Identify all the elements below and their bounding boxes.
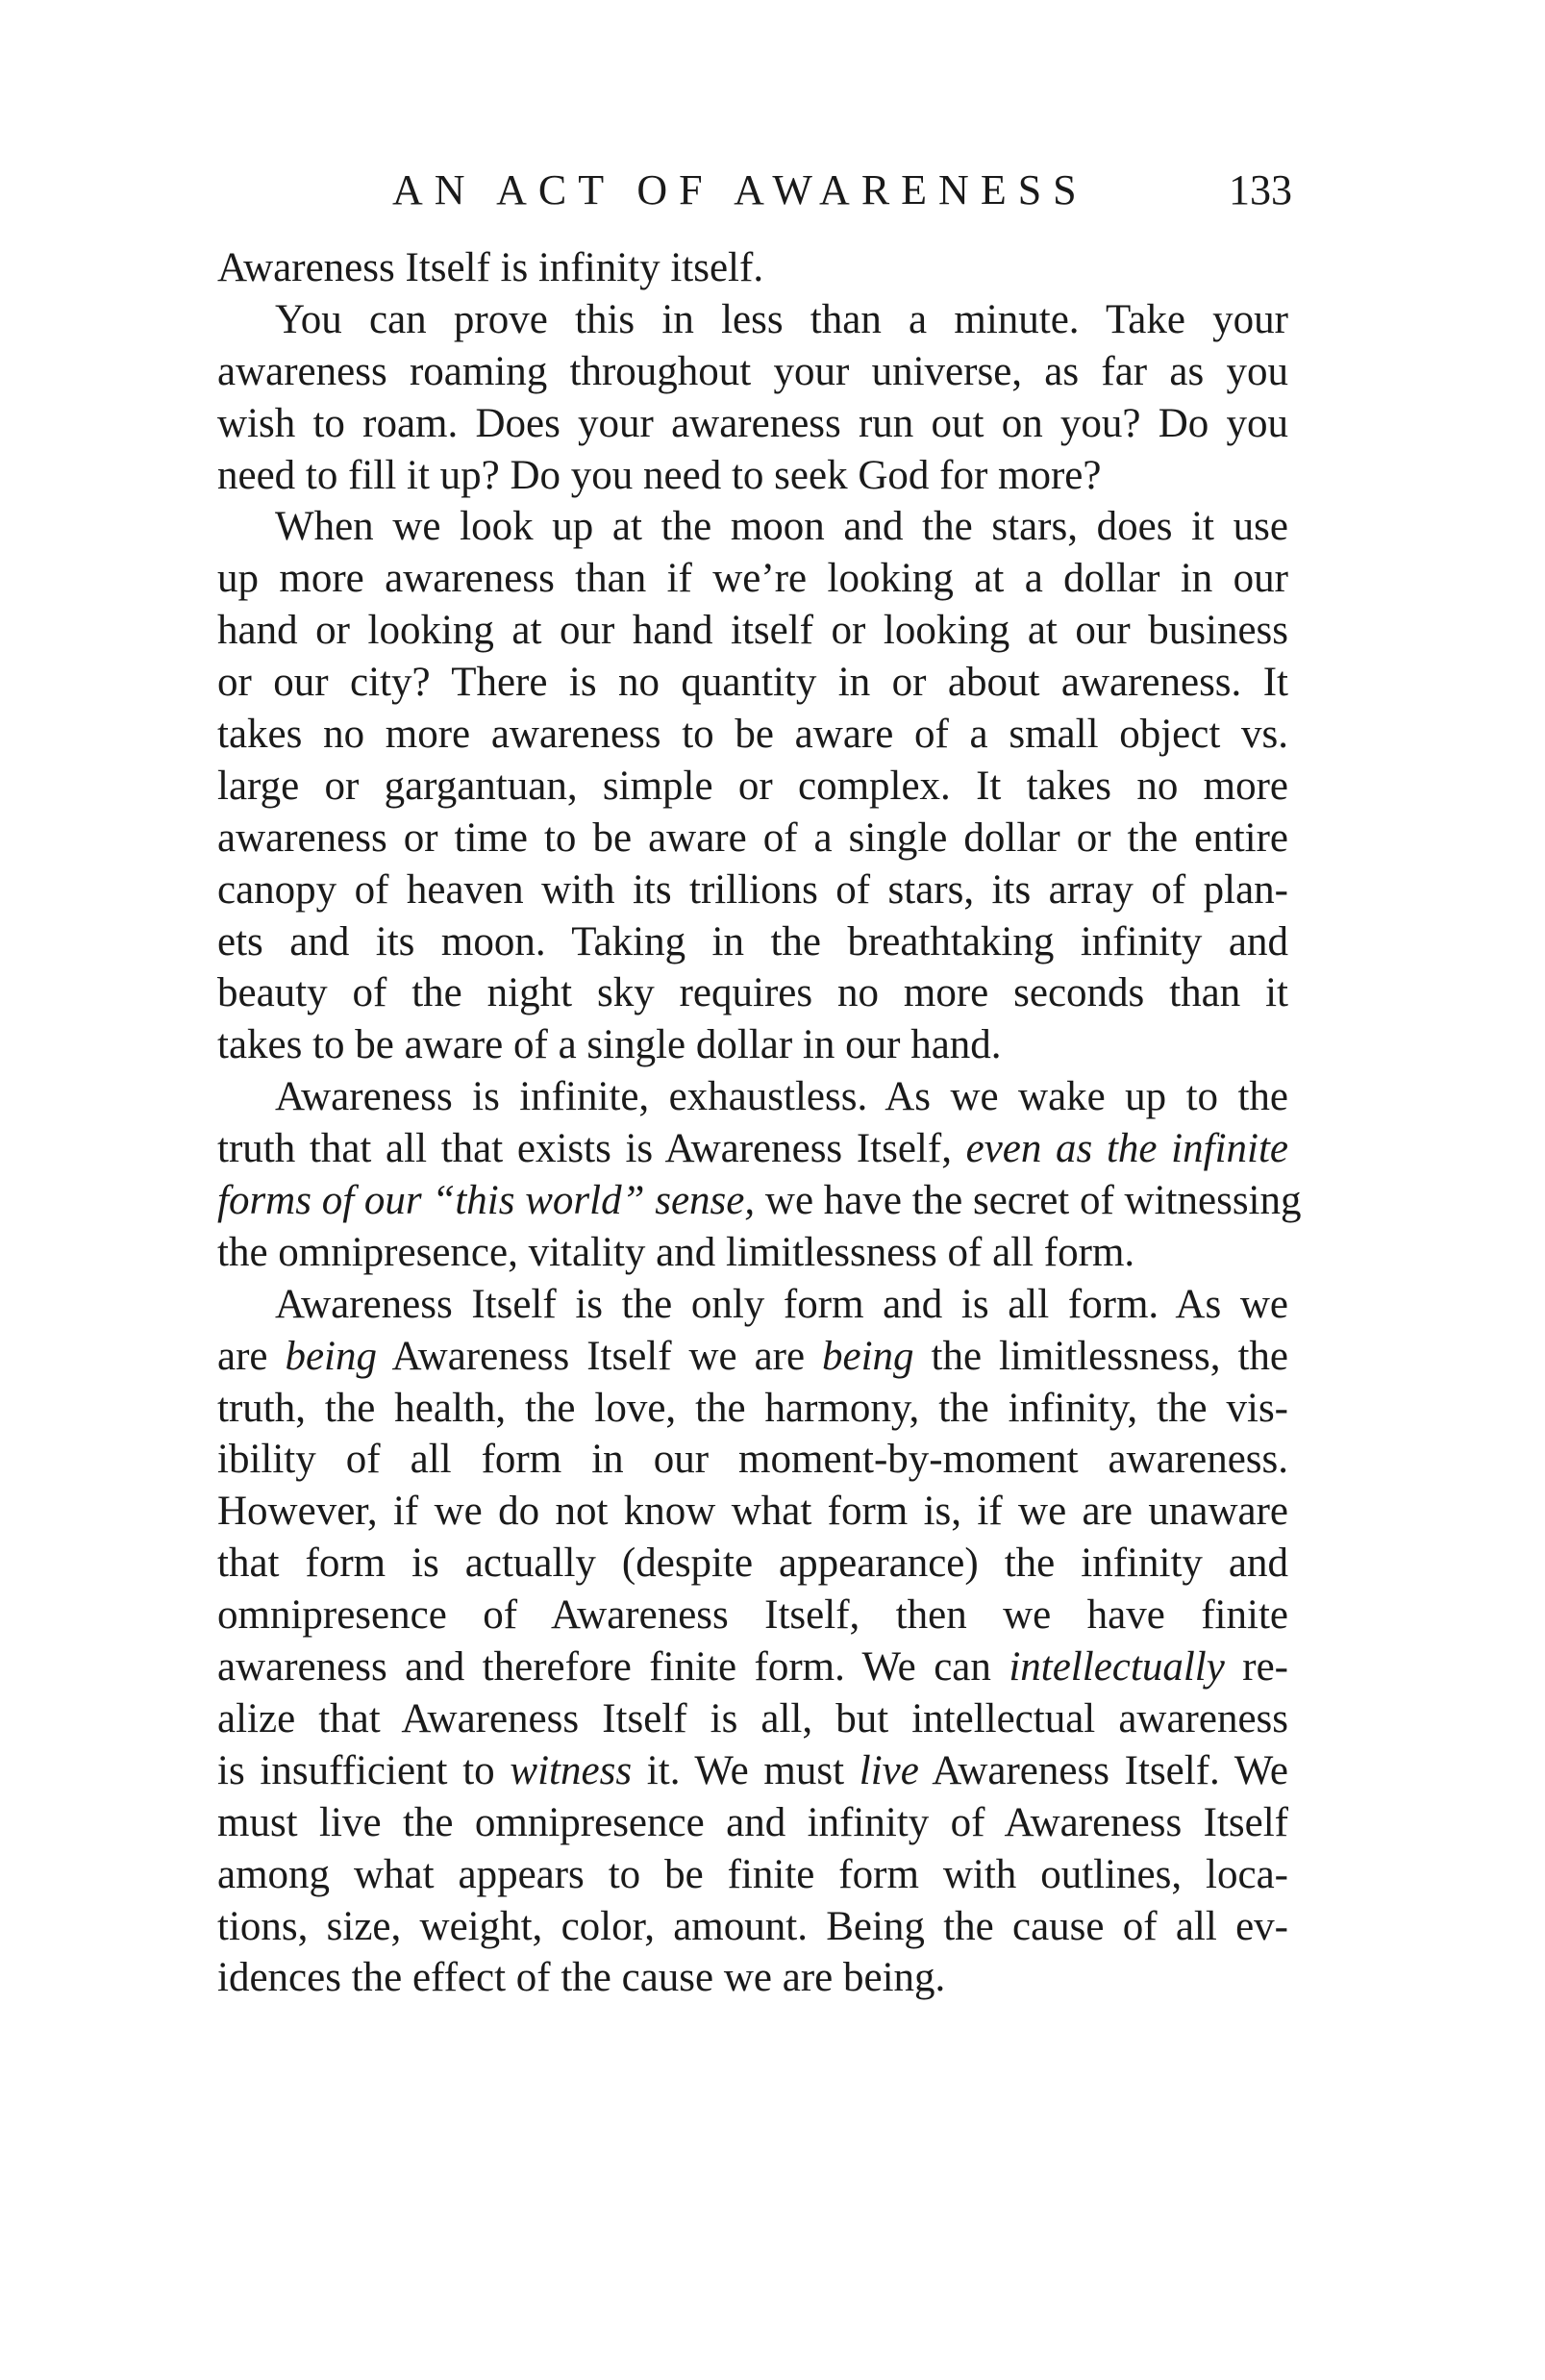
text-run: idences the effect of the cause we are being. (217, 1955, 946, 2001)
text-line (217, 1175, 1302, 1227)
text-run: beauty of the night sky requires no more seconds than it (217, 970, 1288, 1016)
text-run: takes no more awareness to be aware of a small object vs. (217, 712, 1288, 758)
text-line (217, 813, 1288, 864)
text-run: need to fill it up? Do you need to seek God for more? (217, 452, 1102, 498)
text-run: the limitlessness, the (913, 1333, 1288, 1379)
text-run: must live the omnipresence and infinity of Awareness Itself (217, 1799, 1288, 1845)
running-title: AN ACT OF AWARENESS (392, 166, 1088, 213)
text-line (217, 1434, 1288, 1486)
text-run: Awareness Itself we are (376, 1333, 823, 1379)
text-line (217, 864, 1288, 916)
text-run: Awareness is infinite, exhaustless. As we wake up to the (275, 1074, 1288, 1120)
text-line (217, 1071, 1288, 1123)
text-run: awareness roaming throughout your universe, as far as you (217, 348, 1288, 394)
text-line (217, 1383, 1288, 1435)
text-run: hand or looking at our hand itself or looking at our business (217, 608, 1288, 654)
italic-run: witness (510, 1747, 633, 1793)
paragraph (217, 1279, 1288, 2004)
text-line (217, 1745, 1288, 1797)
italic-run: live (859, 1747, 919, 1793)
text-line (217, 294, 1288, 346)
text-line (217, 1641, 1288, 1693)
text-run: wish to roam. Does your awareness run out on you? Do you (217, 400, 1288, 446)
text-run: is insufficient to (217, 1747, 511, 1793)
text-line (217, 1693, 1288, 1745)
text-run: we have the secret of witnessing (755, 1178, 1302, 1224)
text-line (217, 1227, 1288, 1279)
text-run: omnipresence of Awareness Itself, then we have finite (217, 1592, 1288, 1639)
italic-run: ” sense, (621, 1178, 756, 1224)
italic-run: being (285, 1333, 377, 1379)
text-line (217, 1901, 1288, 1953)
text-line (217, 1952, 1288, 2004)
text-run: ibility of all form in our moment-by-moment awareness. (217, 1437, 1288, 1483)
text-run: re- (1224, 1644, 1288, 1691)
text-line (217, 1590, 1288, 1641)
paragraph (217, 242, 1288, 294)
text-line (217, 242, 1288, 294)
text-run: the omnipresence, vitality and limitlessness of all form. (217, 1229, 1135, 1275)
italic-run: forms of our “ (217, 1178, 456, 1224)
text-line (217, 1123, 1288, 1175)
text-line (217, 657, 1288, 709)
text-line (217, 709, 1288, 761)
text-run: up more awareness than if we’re looking at a dollar in our (217, 556, 1288, 602)
text-line (217, 501, 1288, 553)
paragraph (217, 501, 1288, 1071)
italic-run: even as the infinite (965, 1126, 1288, 1172)
text-run: truth, the health, the love, the harmony, the infinity, the vis- (217, 1385, 1288, 1431)
text-line (217, 1331, 1288, 1383)
text-line (217, 1019, 1288, 1071)
text-run: or our city? There is no quantity in or about awareness. It (217, 660, 1288, 706)
italic-run: being (822, 1333, 914, 1379)
text-line (217, 916, 1288, 968)
text-run: tions, size, weight, color, amount. Being the cause of all ev- (217, 1903, 1288, 1949)
text-run: However, if we do not know what form is, if we are unaware (217, 1489, 1288, 1535)
text-line (217, 553, 1288, 605)
page-number: 133 (1229, 166, 1292, 213)
text-line (217, 398, 1288, 450)
text-line (217, 1486, 1288, 1538)
text-run: large or gargantuan, simple or complex. It takes no more (217, 763, 1288, 809)
text-line (217, 346, 1288, 398)
text-line (217, 1849, 1288, 1901)
text-run: alize that Awareness Itself is all, but intellectual awareness (217, 1695, 1288, 1741)
text-run: When we look up at the moon and the stars, does it use (275, 504, 1288, 550)
text-line (217, 605, 1288, 657)
text-run: awareness and therefore finite form. We can (217, 1644, 1009, 1691)
paragraph (217, 294, 1288, 502)
text-line (217, 761, 1288, 813)
text-run: Awareness Itself. We (918, 1747, 1288, 1793)
text-run: ets and its moon. Taking in the breathtaking infinity and (217, 918, 1288, 965)
text-run: among what appears to be finite form with outlines, loca- (217, 1851, 1288, 1897)
running-head (0, 162, 1545, 219)
text-run: truth that all that exists is Awareness Itself, (217, 1126, 966, 1172)
paragraph (217, 1071, 1302, 1279)
italic-run: intellectually (1009, 1644, 1225, 1691)
text-line (217, 1279, 1288, 1331)
text-run: awareness or time to be aware of a single dollar or the entire (217, 814, 1288, 861)
text-run: takes to be aware of a single dollar in our hand. (217, 1022, 1002, 1068)
italic-run: this world (455, 1178, 622, 1224)
text-line (217, 967, 1288, 1019)
text-run: Awareness Itself is infinity itself. (217, 245, 764, 290)
text-run: Awareness Itself is the only form and is all form. As we (275, 1281, 1288, 1327)
body-text (217, 242, 1302, 2004)
text-run: are (217, 1333, 286, 1379)
text-line (217, 450, 1288, 502)
text-run: You can prove this in less than a minute. Take your (275, 296, 1288, 342)
text-run: it. We must (632, 1747, 860, 1793)
text-line (217, 1797, 1288, 1849)
text-line (217, 1538, 1288, 1590)
text-run: canopy of heaven with its trillions of stars, its array of plan- (217, 866, 1288, 913)
text-run: that form is actually (despite appearance) the infinity and (217, 1541, 1288, 1587)
